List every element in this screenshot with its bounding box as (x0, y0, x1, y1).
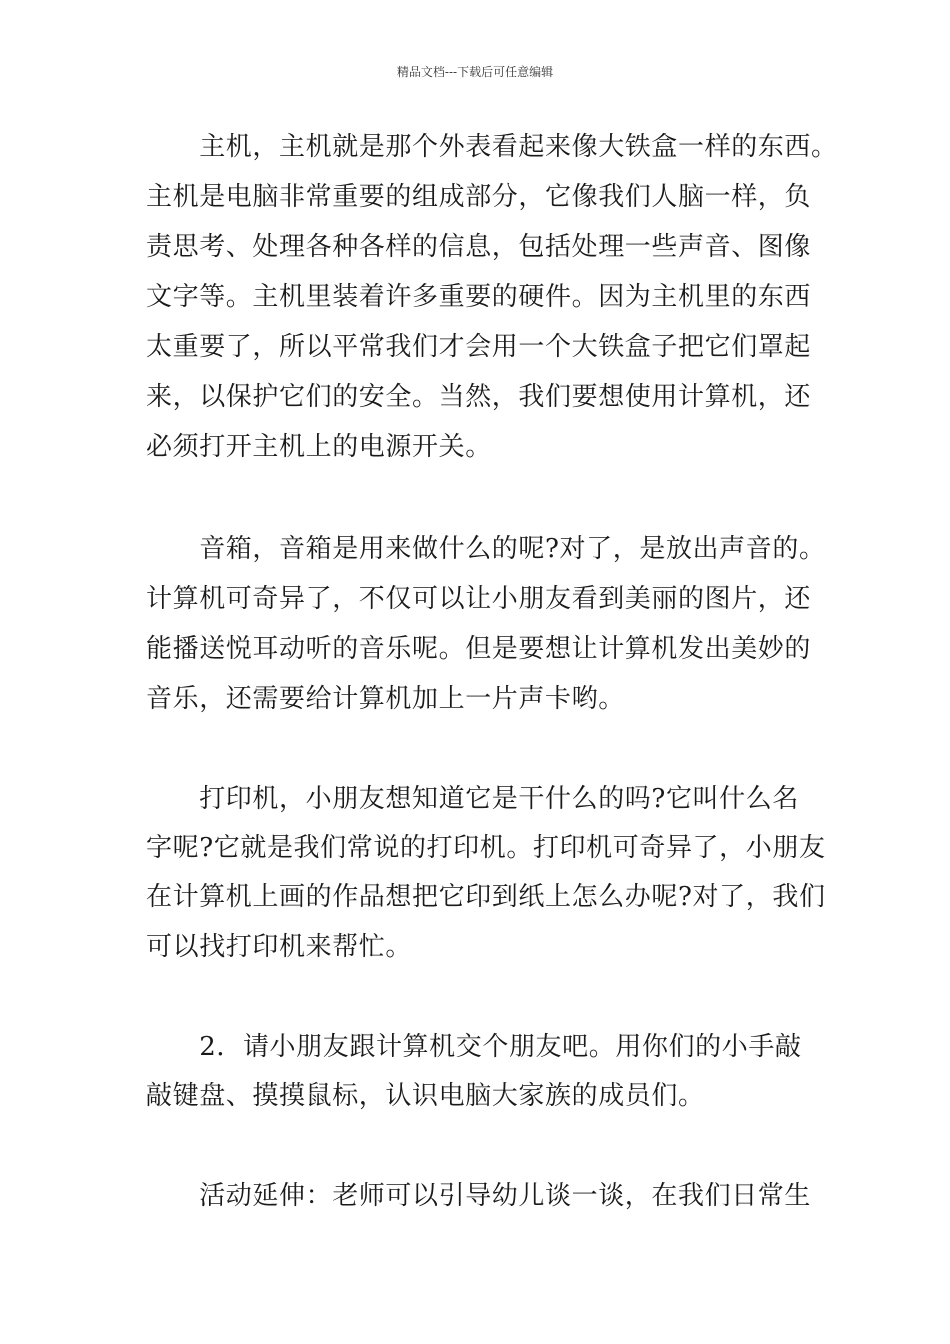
text-line: 责思考、处理各种各样的信息，包括处理一些声音、图像 (146, 232, 812, 262)
text-line: 打印机，小朋友想知道它是干什么的吗?它叫什么名 (146, 784, 799, 814)
text-line: 来，以保护它们的安全。当然，我们要想使用计算机，还 (146, 382, 812, 412)
text-line: 计算机可奇异了，不仅可以让小朋友看到美丽的图片，还 (146, 584, 812, 614)
text-line: 文字等。主机里装着许多重要的硬件。因为主机里的东西 (146, 282, 812, 312)
text-line: 能播送悦耳动听的音乐呢。但是要想让计算机发出美妙的 (146, 634, 812, 664)
text-line: 音乐，还需要给计算机加上一片声卡哟。 (146, 684, 625, 714)
text-line: 在计算机上画的作品想把它印到纸上怎么办呢?对了，我们 (146, 882, 826, 912)
text-line: 主机是电脑非常重要的组成部分，它像我们人脑一样，负 (146, 182, 812, 212)
text-line: 活动延伸：老师可以引导幼儿谈一谈，在我们日常生 (146, 1181, 812, 1211)
text-line: 可以找打印机来帮忙。 (146, 932, 413, 962)
text-line: 字呢?它就是我们常说的打印机。打印机可奇异了，小朋友 (146, 833, 826, 863)
page-header: 精品文档---下载后可任意编辑 (396, 65, 554, 79)
text-line: 2．请小朋友跟计算机交个朋友吧。用你们的小手敲 (146, 1032, 802, 1062)
text-line: 主机，主机就是那个外表看起来像大铁盒一样的东西。 (146, 132, 838, 162)
text-line: 音箱，音箱是用来做什么的呢?对了，是放出声音的。 (146, 534, 826, 564)
text-line: 必须打开主机上的电源开关。 (146, 432, 492, 462)
text-line: 敲键盘、摸摸鼠标，认识电脑大家族的成员们。 (146, 1081, 705, 1111)
text-line: 太重要了，所以平常我们才会用一个大铁盒子把它们罩起 (146, 332, 812, 362)
